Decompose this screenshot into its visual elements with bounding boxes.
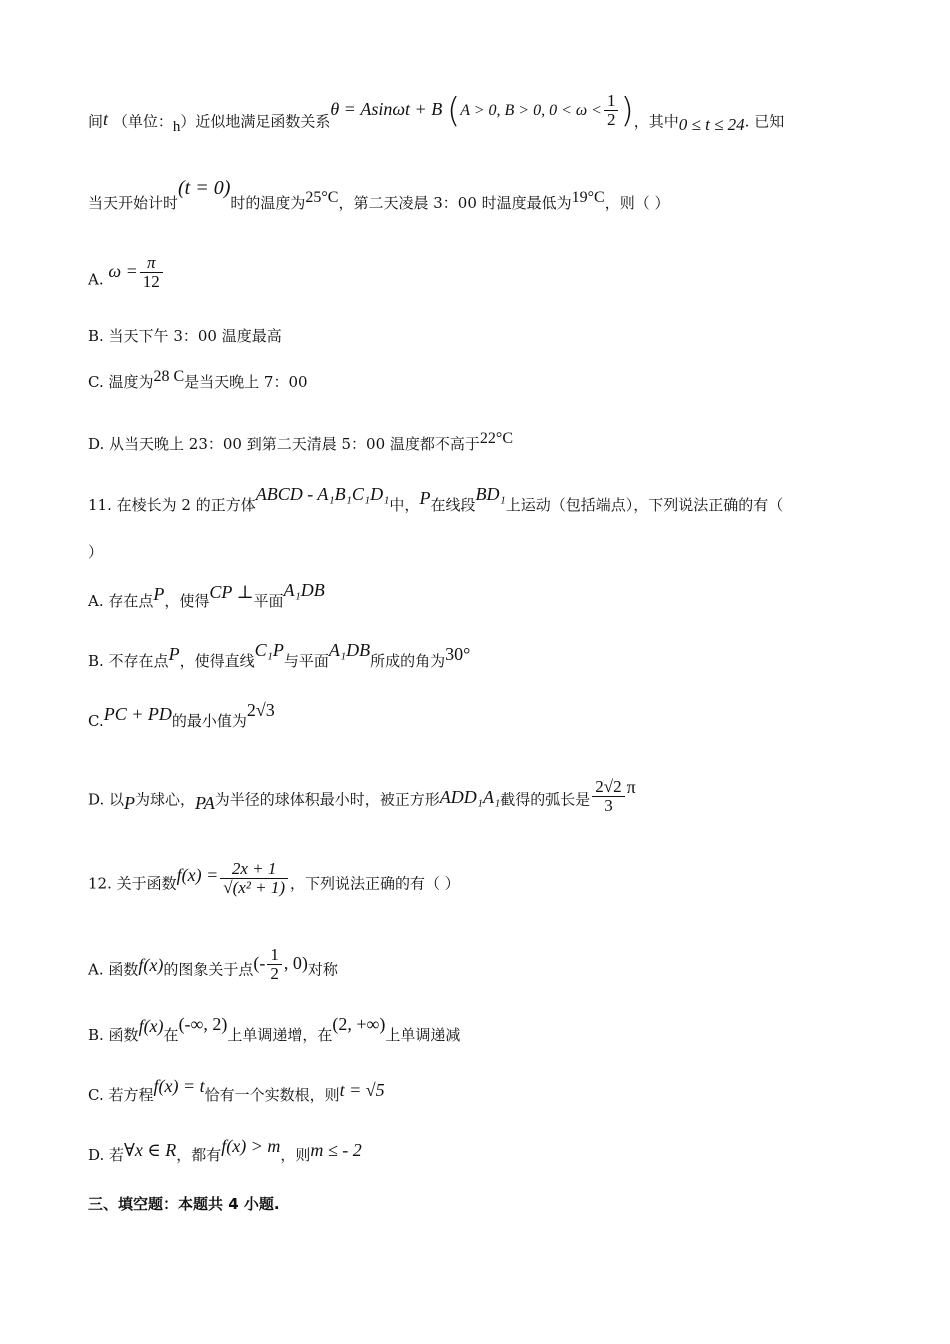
q10-option-b: B. 当天下午 3：00 温度最高: [88, 327, 282, 345]
interval-right: (2, +∞): [332, 1014, 386, 1034]
omega-equation: ω =: [108, 260, 138, 281]
function-fraction: $\frac{2x + 1}{\text{√(x² + 1)}}$: [220, 860, 288, 897]
q11-option-a: A. 存在点P，使得CP ⊥平面A₁DB: [88, 580, 325, 610]
function-formula: θ = Asinωt + B: [330, 98, 443, 119]
t-range: 0 ≤ t ≤ 24: [678, 114, 745, 134]
unit-h: h: [172, 118, 181, 135]
t-value: t = √5: [339, 1080, 385, 1100]
q12-option-b: B. 函数f(x)在(-∞, 2)上单调递增，在(2, +∞)上单调递减: [88, 1014, 461, 1044]
function-f: f(x) =: [176, 864, 219, 885]
fraction-one-half-b: $\frac{1}{2}$: [267, 946, 282, 983]
q12-option-c: C. 若方程f(x) = t恰有一个实数根，则t = √5: [88, 1076, 385, 1104]
sum-pc-pd: PC + PD: [103, 704, 172, 724]
cube-name: ABCD - A₁B₁C₁D₁: [255, 484, 390, 504]
fraction-one-half: $\frac{1}{2}$: [604, 92, 619, 129]
plane-a1db-b: A₁DB: [328, 640, 371, 660]
q12-stem: 12. 关于函数f(x) = $\frac{2x + 1}{\text{√(x² + 1)}}$ ，下列说法正确的有（ ）: [88, 859, 460, 897]
temperature-19: 19°C: [571, 189, 605, 206]
fraction-pi-over-12: $\frac{\pi}{12}$: [140, 254, 163, 291]
radius-pa: PA: [195, 792, 215, 813]
plane-a1db: A₁DB: [283, 580, 325, 600]
perpendicular-relation: CP ⊥: [209, 582, 254, 602]
line-c1p: C₁P: [254, 640, 284, 660]
q11-option-d: D. 以P为球心，PA为半径的球体积最小时，被正方形ADD₁A₁截得的弧长是 $\frac{2√2}{3}$ π: [88, 776, 636, 815]
q11-stem: 11. 在棱长为 2 的正方体ABCD - A₁B₁C₁D₁中，P在线段BD₁上运动（包括端点），下列说法正确的有（: [88, 484, 784, 514]
interval-left: (-∞, 2): [178, 1014, 228, 1034]
q10-line1: 间t （单位：h）近似地满足函数关系θ = Asinωt + B (A > 0, B > 0, 0 < ω < $\frac{1}{2}$ )，其中0 ≤ t ≤ 24. 已知: [88, 90, 785, 135]
q10-line2: 当天开始计时(t = 0)时的温度为25°C，第二天凌晨 3：00 时温度最低为19°C，则（ ）: [88, 177, 670, 212]
angle-30: 30°: [445, 644, 471, 664]
q11-stem-close: ）: [88, 543, 104, 561]
var-t: t: [103, 108, 109, 129]
q12-option-d: D. 若∀x ∈ R，都有f(x) > m，则m ≤ - 2: [88, 1136, 362, 1164]
t-equals-zero: (t = 0): [178, 177, 231, 199]
point-p: P: [419, 488, 431, 508]
q11-option-b: B. 不存在点P，使得直线C₁P与平面A₁DB所成的角为30°: [88, 640, 471, 670]
for-all-x: ∀x ∈ R: [124, 1140, 177, 1160]
parameter-conditions: A > 0, B > 0, 0 < ω <: [460, 101, 602, 119]
arc-length-fraction: $\frac{2√2}{3}$: [592, 778, 624, 815]
q10-option-d: D. 从当天晚上 23：00 到第二天清晨 5：00 温度都不高于22°C: [88, 430, 513, 453]
segment-bd1: BD₁: [475, 484, 506, 504]
min-value: 2√3: [246, 700, 275, 720]
inequality-f-gt-m: f(x) > m: [221, 1136, 281, 1156]
section-heading: 三、填空题：本题共 4 小题.: [88, 1195, 280, 1213]
q11-option-c: C.PC + PD的最小值为2√3: [88, 700, 275, 730]
q12-option-a: A. 函数f(x)的图象关于点(- $\frac{1}{2}$ , 0)对称: [88, 945, 338, 983]
equation-f-eq-t: f(x) = t: [153, 1076, 205, 1096]
q10-option-a: A. ω = $\frac{\pi}{12}$: [88, 262, 890, 299]
m-value: m ≤ - 2: [310, 1140, 362, 1160]
temperature-22: 22°C: [479, 430, 513, 447]
square-add1a1: ADD₁A₁: [439, 786, 501, 807]
temperature-25: 25°C: [305, 189, 339, 206]
q10-option-c: C. 温度为28 C是当天晚上 7：00: [88, 368, 308, 391]
temperature-28: 28 C: [153, 368, 185, 385]
